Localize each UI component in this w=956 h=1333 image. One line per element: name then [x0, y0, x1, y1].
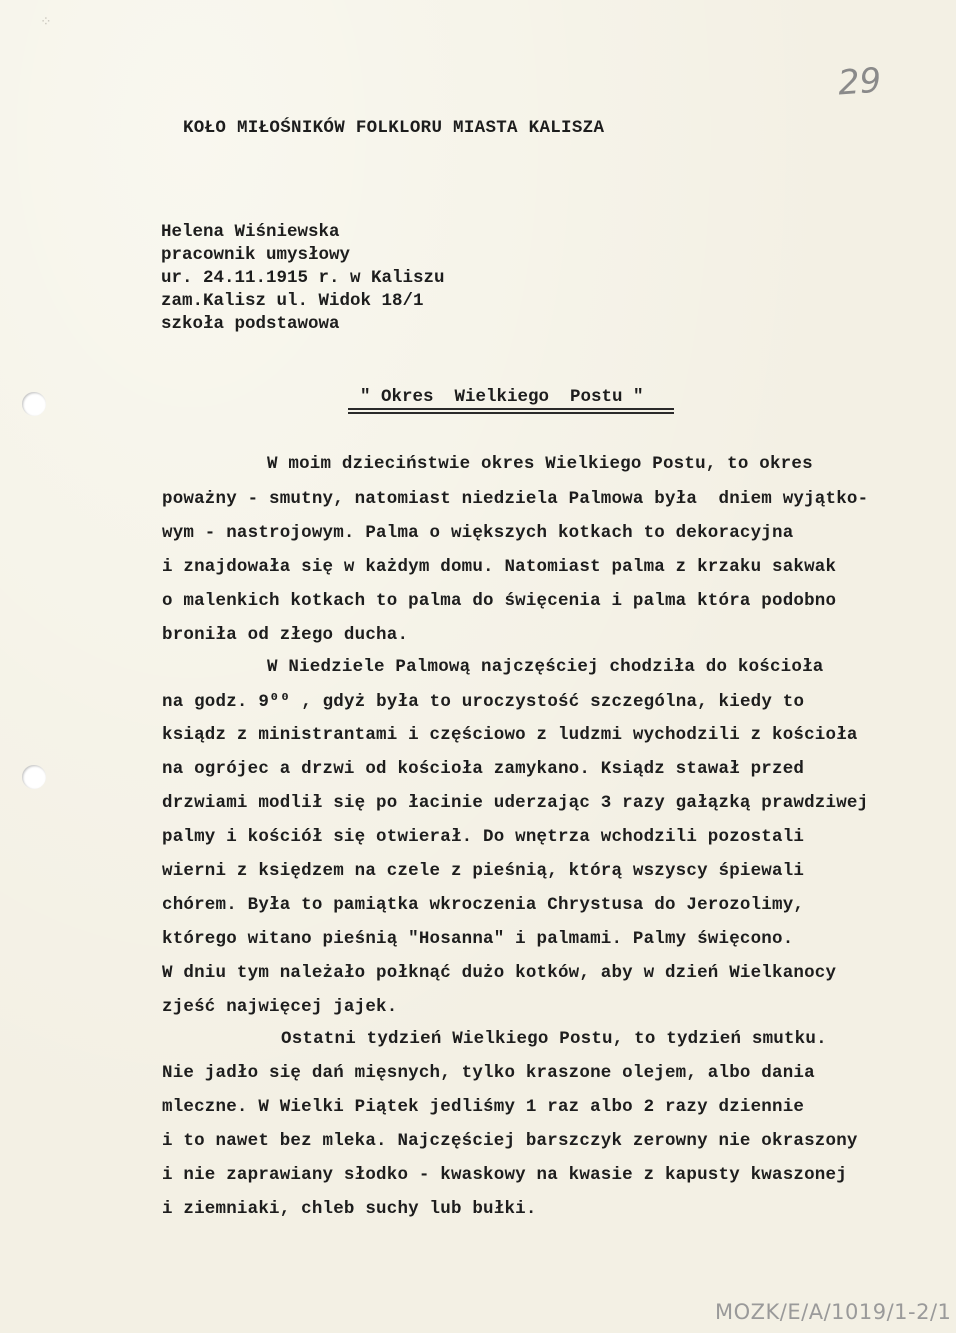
informant-education: szkoła podstawowa: [161, 314, 340, 334]
body-line: W dniu tym należało połknąć dużo kotków, aby w dzień Wielkanocy: [162, 963, 837, 983]
body-line: o malenkich kotkach to palma do święcenia i palma która podobno: [162, 591, 837, 611]
document-title: " Okres Wielkiego Postu ": [360, 387, 644, 407]
punch-hole-bottom: [22, 765, 46, 789]
informant-info: [161, 221, 445, 336]
informant-occupation: pracownik umysłowy: [161, 245, 351, 265]
body-line: ksiądz z ministrantami i częściowo z ludzmi wychodzili z kościoła: [162, 725, 858, 745]
body-line: na godz. 9⁰⁰ , gdyż była to uroczystość szczególna, kiedy to: [162, 692, 805, 712]
body-line: którego witano pieśnią "Hosanna" i palmami. Palmy święcono.: [162, 929, 794, 949]
folio-number: 29: [836, 60, 883, 104]
body-line: drzwiami modlił się po łacinie uderzając 3 razy gałązką prawdziwej: [162, 793, 869, 813]
informant-born: ur. 24.11.1915 r. w Kaliszu: [161, 268, 445, 288]
body-line: W moim dzieciństwie okres Wielkiego Postu, to okres: [267, 454, 813, 474]
body-line: palmy i kościół się otwierał. Do wnętrza wchodzili pozostali: [162, 827, 805, 847]
body-line: zjeść najwięcej jajek.: [162, 997, 398, 1017]
body-line: Nie jadło się dań mięsnych, tylko kraszone olejem, albo dania: [162, 1063, 815, 1083]
body-line: wym - nastrojowym. Palma o większych kotkach to dekoracyjna: [162, 523, 794, 543]
body-line: chórem. Była to pamiątka wkroczenia Chrystusa do Jerozolimy,: [162, 895, 805, 915]
body-line: i ziemniaki, chleb suchy lub bułki.: [162, 1199, 537, 1219]
body-line: na ogrójec a drzwi od kościoła zamykano. Ksiądz stawał przed: [162, 759, 805, 779]
body-line: wierni z księdzem na czele z pieśnią, którą wszyscy śpiewali: [162, 861, 805, 881]
body-line: i znajdowała się w każdym domu. Natomiast palma z krzaku sakwak: [162, 557, 837, 577]
body-line: broniła od złego ducha.: [162, 625, 409, 645]
title-underline: [348, 408, 674, 410]
body-line: poważny - smutny, natomiast niedziela Palmowa była dniem wyjątko-: [162, 489, 869, 509]
body-line: mleczne. W Wielki Piątek jedliśmy 1 raz albo 2 razy dziennie: [162, 1097, 805, 1117]
body-line: W Niedziele Palmową najczęściej chodziła do kościoła: [267, 657, 824, 677]
title-underline-second: [348, 412, 674, 414]
document-header: KOŁO MIŁOŚNIKÓW FOLKLORU MIASTA KALISZA: [183, 118, 605, 138]
body-line: i nie zaprawiany słodko - kwaskowy na kwasie z kapusty kwaszonej: [162, 1165, 847, 1185]
paper-mark: ⁘: [40, 15, 52, 31]
informant-address: zam.Kalisz ul. Widok 18/1: [161, 291, 424, 311]
body-line: Ostatni tydzień Wielkiego Postu, to tydzień smutku.: [281, 1029, 827, 1049]
punch-hole-top: [22, 392, 46, 416]
body-line: i to nawet bez mleka. Najczęściej barszczyk zerowny nie okraszony: [162, 1131, 858, 1151]
archive-signature: MOZK/E/A/1019/1-2/1: [715, 1300, 952, 1324]
informant-name: Helena Wiśniewska: [161, 222, 340, 242]
